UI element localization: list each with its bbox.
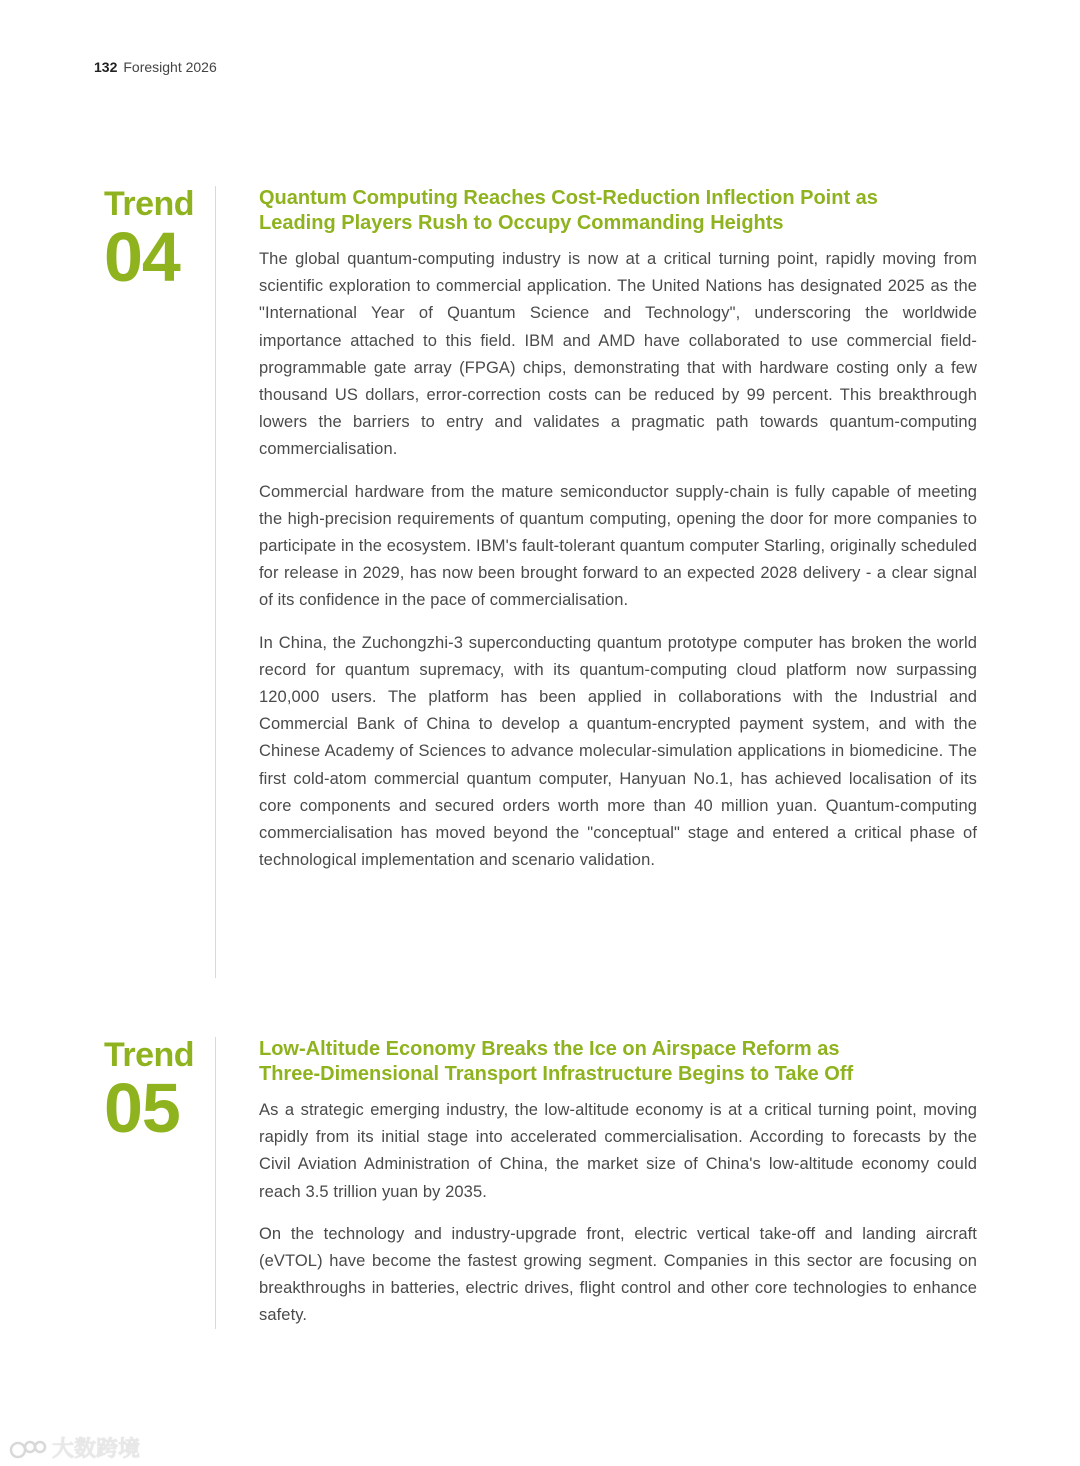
trend-04-title-line1: Quantum Computing Reaches Cost-Reduction Inflection Point as	[259, 187, 878, 209]
trend-05-title-line2: Three-Dimensional Transport Infrastructure Begins to Take Off	[259, 1063, 854, 1085]
trend-04-paragraph-3: In China, the Zuchongzhi-3 superconducting quantum prototype computer has broken the world record for quantum supremacy, with its quantum-computing cloud platform now surpassing 120,000 users. The platform has been applied in collaborations with the Industrial and Commercial Bank of China to develop a quantum-encrypted payment system, and with the Chinese Academy of Sciences to advance molecular-simulation applications in biomedicine. The first cold-atom commercial quantum computer, Hanyuan No.1, has achieved localisation of its core components and secured orders worth more than 40 million yuan. Quantum-computing commercialisation has moved beyond the "conceptual" stage and entered a critical phase of technological implementation and scenario validation.	[259, 633, 977, 870]
trend-05-paragraph-2: On the technology and industry-upgrade front, electric vertical take-off and landing aircraft (eVTOL) have become the fastest growing segment. Companies in this sector are focusing on breakthroughs in batteries, electric drives, flight control and other core technologies to enhance safety.	[259, 1224, 977, 1325]
trend-04-label	[104, 185, 216, 296]
trend-05-divider	[215, 1037, 216, 1329]
trend-05-title	[259, 1037, 977, 1087]
trend-05-body	[259, 1037, 977, 1345]
trend-04-title-line2: Leading Players Rush to Occupy Commanding Heights	[259, 212, 784, 234]
trend-05-label	[104, 1036, 216, 1147]
page-header	[94, 59, 217, 75]
trend-05-paragraph-1: As a strategic emerging industry, the low-altitude economy is at a critical turning point, moving rapidly from its initial stage into accelerated commercialisation. According to forecasts by the Civil Aviation Administration of China, the market size of China's low-altitude economy could reach 3.5 trillion yuan by 2035.	[259, 1101, 977, 1201]
trend-04-divider	[215, 186, 216, 978]
trend-04-paragraph-1: The global quantum-computing industry is now at a critical turning point, rapidly moving from scientific exploration to commercial application. The United Nations has designated 2025 as the "International Year of Quantum Science and Technology", underscoring the worldwide importance attached to this field. IBM and AMD have collaborated to use commercial field-programmable gate array (FPGA) chips, demonstrating that with hardware costing only a few thousand US dollars, error-correction costs can be reduced by 99 percent. This breakthrough lowers the barriers to entry and validates a pragmatic path towards quantum-computing commercialisation.	[259, 250, 977, 459]
trend-05-title-line1: Low-Altitude Economy Breaks the Ice on Airspace Reform as	[259, 1038, 840, 1060]
trend-number: 04	[104, 218, 180, 296]
trend-04-paragraph-2: Commercial hardware from the mature semiconductor supply-chain is fully capable of meeting the high-precision requirements of quantum computing, opening the door for more companies to participate in the ecosystem. IBM's fault-tolerant quantum computer Starling, originally scheduled for release in 2029, has now been brought forward to an expected 2028 delivery - a clear signal of its confidence in the pace of commercialisation.	[259, 482, 977, 610]
publication-title: Foresight 2026	[123, 59, 217, 75]
watermark-logo-icon	[8, 1438, 48, 1462]
watermark	[8, 1432, 140, 1463]
page-number: 132	[94, 59, 118, 75]
trend-word: Trend	[104, 1036, 195, 1074]
watermark-text: 大数跨境	[52, 1436, 141, 1461]
trend-04-body	[259, 186, 977, 889]
trend-word: Trend	[104, 185, 195, 223]
trend-number: 05	[104, 1069, 180, 1147]
trend-04-title	[259, 186, 977, 236]
